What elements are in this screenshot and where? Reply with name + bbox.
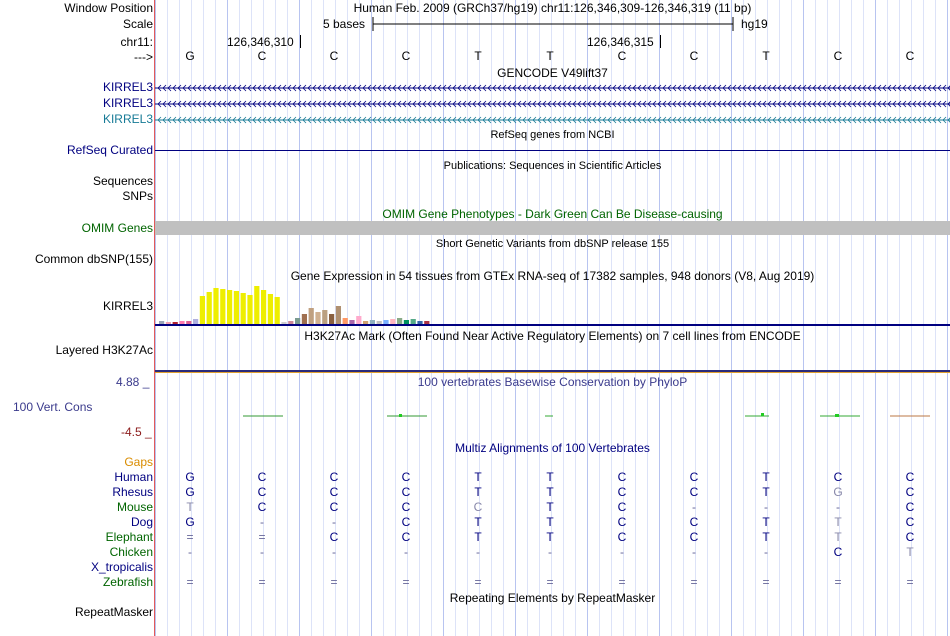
gtex-tissue-bar[interactable] <box>288 321 293 324</box>
reference-base: G <box>185 49 195 63</box>
gtex-tissue-bar[interactable] <box>302 314 307 324</box>
alignment-base: - <box>620 545 624 559</box>
alignment-base: = <box>762 575 770 589</box>
alignment-base: T <box>474 485 482 499</box>
gtex-label[interactable]: KIRREL3 <box>102 299 153 313</box>
alignment-base: = <box>186 530 194 544</box>
gtex-tissue-bar[interactable] <box>275 297 280 324</box>
gtex-tissue-bar[interactable] <box>356 316 361 324</box>
gtex-tissue-bar[interactable] <box>295 318 300 324</box>
alignment-base: T <box>546 515 554 529</box>
conservation-label[interactable]: 100 Vert. Cons <box>13 400 93 414</box>
alignment-base: - <box>188 545 192 559</box>
alignment-base: = <box>474 575 482 589</box>
conservation-title: 100 vertebrates Basewise Conservation by PhyloP <box>417 375 688 389</box>
gencode-gene-label[interactable]: KIRREL3 <box>102 96 153 110</box>
gtex-tissue-bar[interactable] <box>417 321 422 324</box>
cons-min-label: -4.5 _ <box>121 425 152 439</box>
reference-sequence <box>0 49 950 64</box>
alignment-base: C <box>401 470 411 484</box>
gtex-tissue-bar[interactable] <box>268 294 273 324</box>
gtex-tissue-bar[interactable] <box>377 321 382 324</box>
publications-sequences-label[interactable]: Sequences <box>92 174 153 188</box>
alignment-base: - <box>692 545 696 559</box>
gtex-tissue-bar[interactable] <box>309 308 314 324</box>
reference-base: T <box>762 49 770 63</box>
alignment-base: C <box>617 485 627 499</box>
alignment-base: C <box>617 515 627 529</box>
reference-base: C <box>401 49 411 63</box>
alignment-base: T <box>546 500 554 514</box>
alignment-base: C <box>617 530 627 544</box>
window-position-label: Window Position <box>64 1 153 15</box>
alignment-base: - <box>836 500 840 514</box>
gencode-gene-label[interactable]: KIRREL3 <box>102 80 153 94</box>
alignment-base: - <box>332 515 336 529</box>
dbsnp-title: Short Genetic Variants from dbSNP release 155 <box>435 238 670 250</box>
alignment-base: = <box>690 575 698 589</box>
gtex-tissue-bar[interactable] <box>336 306 341 324</box>
reference-base: T <box>474 49 482 63</box>
gtex-tissue-bar[interactable] <box>424 321 429 324</box>
scale-bar <box>372 15 734 33</box>
gtex-tissue-bar[interactable] <box>193 319 198 324</box>
gtex-tissue-bar[interactable] <box>390 319 395 324</box>
multiz-title: Multiz Alignments of 100 Vertebrates <box>455 441 650 455</box>
alignment-base: C <box>329 530 339 544</box>
alignment-base: C <box>905 530 915 544</box>
alignment-base: = <box>834 575 842 589</box>
gtex-tissue-bar[interactable] <box>322 310 327 324</box>
multiz-species-label[interactable]: Mouse <box>116 500 153 514</box>
alignment-base: - <box>260 515 264 529</box>
alignment-base: C <box>689 530 699 544</box>
h3k27ac-title: H3K27Ac Mark (Often Found Near Active Regulatory Elements) on 7 cell lines from ENCODE <box>304 329 801 343</box>
gtex-tissue-bar[interactable] <box>343 318 348 324</box>
cons-max-label: 4.88 _ <box>116 375 150 389</box>
scale-text: 5 bases <box>323 17 366 31</box>
publications-title: Publications: Sequences in Scientific Articles <box>443 160 662 172</box>
alignment-base: C <box>473 500 483 514</box>
alignment-base: T <box>474 515 482 529</box>
alignment-base: T <box>546 470 554 484</box>
multiz-species-label[interactable]: Dog <box>130 515 153 529</box>
reference-base: C <box>617 49 627 63</box>
dbsnp-label[interactable]: Common dbSNP(155) <box>34 252 153 266</box>
gtex-tissue-bar[interactable] <box>261 290 266 324</box>
refseq-gene-line[interactable] <box>155 150 950 151</box>
alignment-base: C <box>689 515 699 529</box>
alignment-base: T <box>474 470 482 484</box>
alignment-base: T <box>834 515 842 529</box>
gtex-tissue-bar[interactable] <box>349 320 354 324</box>
alignment-base: C <box>401 530 411 544</box>
alignment-base: G <box>185 485 195 499</box>
reference-base: C <box>905 49 915 63</box>
gencode-gene-track[interactable] <box>155 80 950 128</box>
multiz-species-label[interactable]: X_tropicalis <box>90 560 153 574</box>
alignment-base: = <box>258 575 266 589</box>
gtex-expression-chart[interactable] <box>155 283 950 327</box>
gencode-gene-label[interactable]: KIRREL3 <box>102 112 153 126</box>
refseq-label[interactable]: RefSeq Curated <box>66 143 153 157</box>
gtex-tissue-bar[interactable] <box>329 314 334 324</box>
gtex-tissue-bar[interactable] <box>179 321 184 324</box>
gtex-tissue-bar[interactable] <box>281 322 286 324</box>
alignment-base: C <box>401 515 411 529</box>
gtex-tissue-bar[interactable] <box>220 289 225 324</box>
multiz-species-label[interactable]: Human <box>114 470 153 484</box>
coord-label-1: 126,346,310 <box>227 35 294 49</box>
strand-label: ---> <box>134 50 153 64</box>
coord-tick-1 <box>300 35 301 48</box>
alignment-base: C <box>329 500 339 514</box>
gtex-tissue-bar[interactable] <box>315 312 320 324</box>
gtex-tissue-bar[interactable] <box>363 321 368 324</box>
alignment-base: - <box>548 545 552 559</box>
reference-base: C <box>329 49 339 63</box>
window-position-value: Human Feb. 2009 (GRCh37/hg19) chr11:126,346,309-126,346,319 (11 bp) <box>353 1 752 15</box>
multiz-species-label[interactable]: Zebrafish <box>102 575 153 589</box>
gtex-tissue-bar[interactable] <box>227 290 232 324</box>
alignment-base: C <box>617 500 627 514</box>
alignment-base: - <box>404 545 408 559</box>
alignment-base: T <box>762 470 770 484</box>
alignment-base: G <box>185 515 195 529</box>
alignment-base: T <box>834 530 842 544</box>
gtex-tissue-bar[interactable] <box>411 319 416 324</box>
gtex-tissue-bar[interactable] <box>173 322 178 324</box>
alignment-base: = <box>186 575 194 589</box>
multiz-species-label[interactable]: Chicken <box>109 545 153 559</box>
repeatmasker-title: Repeating Elements by RepeatMasker <box>449 591 656 605</box>
gtex-title: Gene Expression in 54 tissues from GTEx RNA-seq of 17382 samples, 948 donors (V8, Aug 2019) <box>290 269 815 283</box>
alignment-base: = <box>258 530 266 544</box>
alignment-base: - <box>332 545 336 559</box>
h3k27ac-label[interactable]: Layered H3K27Ac <box>55 343 153 357</box>
alignment-base: G <box>185 470 195 484</box>
alignment-base: C <box>257 500 267 514</box>
gtex-tissue-bar[interactable] <box>213 288 218 324</box>
alignment-base: - <box>260 545 264 559</box>
h3k27ac-signal-line <box>155 372 950 373</box>
alignment-base: C <box>401 500 411 514</box>
alignment-base: C <box>617 470 627 484</box>
alignment-base: = <box>402 575 410 589</box>
omim-label[interactable]: OMIM Genes <box>81 221 153 235</box>
gtex-tissue-bar[interactable] <box>234 291 239 324</box>
alignment-base: - <box>764 500 768 514</box>
alignment-base: G <box>833 485 843 499</box>
reference-base: T <box>546 49 554 63</box>
alignment-base: T <box>762 485 770 499</box>
scale-label: Scale <box>122 17 153 31</box>
coord-label-2: 126,346,315 <box>587 35 654 49</box>
chrom-label: chr11: <box>120 35 153 49</box>
coord-tick-2 <box>660 35 661 48</box>
scale-assembly: hg19 <box>741 17 768 31</box>
alignment-base: = <box>906 575 914 589</box>
multiz-alignment <box>0 470 950 590</box>
gtex-tissue-bar[interactable] <box>166 322 171 324</box>
gtex-tissue-bar[interactable] <box>397 318 402 324</box>
gencode-title: GENCODE V49lift37 <box>497 66 608 80</box>
alignment-base: = <box>618 575 626 589</box>
alignment-base: T <box>762 530 770 544</box>
alignment-base: - <box>476 545 480 559</box>
multiz-species-label[interactable]: Rhesus <box>112 485 153 499</box>
alignment-base: C <box>905 485 915 499</box>
alignment-base: T <box>546 530 554 544</box>
gtex-tissue-bar[interactable] <box>370 320 375 324</box>
alignment-base: C <box>833 470 843 484</box>
alignment-base: - <box>692 500 696 514</box>
omim-feature-bar[interactable] <box>155 221 950 235</box>
alignment-base: C <box>833 545 843 559</box>
conservation-signal[interactable] <box>155 408 950 422</box>
gtex-tissue-bar[interactable] <box>241 293 246 324</box>
alignment-base: C <box>401 485 411 499</box>
refseq-title: RefSeq genes from NCBI <box>490 129 615 141</box>
gtex-tissue-bar[interactable] <box>159 321 164 324</box>
reference-base: C <box>257 49 267 63</box>
reference-base: C <box>689 49 699 63</box>
repeatmasker-label[interactable]: RepeatMasker <box>74 605 153 619</box>
alignment-base: C <box>905 515 915 529</box>
conservation-peak <box>399 414 402 417</box>
conservation-peak <box>835 414 839 417</box>
alignment-base: C <box>905 470 915 484</box>
gaps-label[interactable]: Gaps <box>124 455 153 469</box>
alignment-base: C <box>689 470 699 484</box>
gtex-tissue-bar[interactable] <box>207 292 212 324</box>
gtex-tissue-bar[interactable] <box>247 295 252 324</box>
alignment-base: T <box>762 515 770 529</box>
gtex-tissue-bar[interactable] <box>200 296 205 324</box>
conservation-peak <box>761 413 764 416</box>
gtex-tissue-bar[interactable] <box>254 286 259 324</box>
multiz-species-label[interactable]: Elephant <box>105 530 153 544</box>
alignment-base: C <box>257 485 267 499</box>
gtex-tissue-bar[interactable] <box>404 320 409 324</box>
alignment-base: T <box>906 545 914 559</box>
gtex-tissue-bar[interactable] <box>186 321 191 324</box>
omim-title: OMIM Gene Phenotypes - Dark Green Can Be Disease-causing <box>382 207 723 221</box>
alignment-base: T <box>474 530 482 544</box>
reference-base: C <box>833 49 843 63</box>
alignment-base: = <box>546 575 554 589</box>
gtex-tissue-bar[interactable] <box>383 320 388 324</box>
alignment-base: C <box>689 485 699 499</box>
alignment-base: C <box>905 500 915 514</box>
alignment-base: T <box>546 485 554 499</box>
publications-snps-label[interactable]: SNPs <box>122 189 153 203</box>
alignment-base: T <box>186 500 194 514</box>
alignment-base: C <box>329 470 339 484</box>
alignment-base: - <box>764 545 768 559</box>
alignment-base: = <box>330 575 338 589</box>
alignment-base: C <box>257 470 267 484</box>
alignment-base: C <box>329 485 339 499</box>
